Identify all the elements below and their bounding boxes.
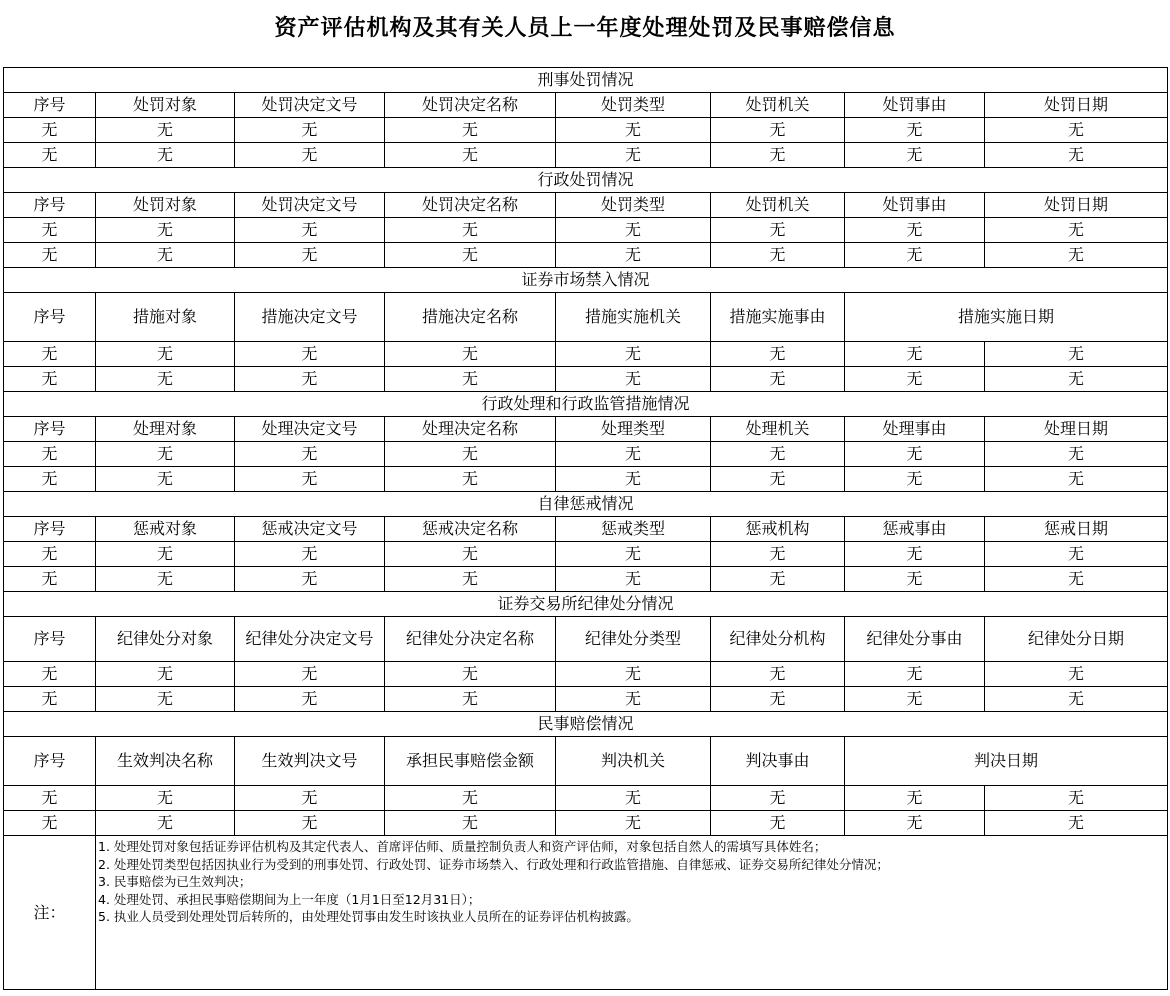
table-cell: 无: [385, 542, 556, 567]
column-header: 生效判决文号: [235, 737, 385, 786]
table-cell: 无: [4, 118, 96, 143]
table-row: [4, 243, 1168, 268]
table-cell: 无: [96, 542, 235, 567]
table-cell: 无: [556, 442, 711, 467]
table-cell: 无: [985, 467, 1168, 492]
section-title: 民事赔偿情况: [4, 712, 1168, 737]
column-header: 处罚对象: [96, 93, 235, 118]
column-header: 处理日期: [985, 417, 1168, 442]
column-header: 判决日期: [845, 737, 1168, 786]
table-cell: 无: [711, 442, 845, 467]
column-header: 纪律处分机构: [711, 617, 845, 662]
table-cell: 无: [985, 118, 1168, 143]
table-cell: 无: [985, 687, 1168, 712]
table-cell: 无: [711, 118, 845, 143]
table-cell: 无: [96, 342, 235, 367]
table-cell: 无: [96, 143, 235, 168]
table-cell: 无: [235, 143, 385, 168]
table-cell: 无: [556, 786, 711, 811]
column-header: 处罚日期: [985, 193, 1168, 218]
table-cell: 无: [385, 567, 556, 592]
column-header: 序号: [4, 737, 96, 786]
table-cell: 无: [711, 243, 845, 268]
note-line: 3. 民事赔偿为已生效判决；: [98, 874, 252, 889]
column-header: 惩戒日期: [985, 517, 1168, 542]
table-cell: 无: [556, 143, 711, 168]
section-title-row: [4, 712, 1168, 737]
section-title: 行政处理和行政监管措施情况: [4, 392, 1168, 417]
table-cell: 无: [96, 786, 235, 811]
column-header: 处理决定文号: [235, 417, 385, 442]
table-row: [4, 687, 1168, 712]
table-cell: 无: [985, 342, 1168, 367]
table-cell: 无: [96, 662, 235, 687]
table-cell: 无: [845, 786, 985, 811]
header-row: [4, 617, 1168, 662]
table-cell: 无: [711, 811, 845, 836]
table-row: [4, 342, 1168, 367]
table-cell: 无: [385, 367, 556, 392]
table-cell: 无: [4, 243, 96, 268]
column-header: 处罚决定名称: [385, 193, 556, 218]
table-cell: 无: [711, 662, 845, 687]
table-cell: 无: [4, 143, 96, 168]
table-cell: 无: [845, 143, 985, 168]
column-header: 措施对象: [96, 293, 235, 342]
table-cell: 无: [235, 786, 385, 811]
header-row: [4, 517, 1168, 542]
table-cell: 无: [711, 687, 845, 712]
column-header: 惩戒决定名称: [385, 517, 556, 542]
column-header: 序号: [4, 93, 96, 118]
table-cell: 无: [235, 367, 385, 392]
table-cell: 无: [845, 567, 985, 592]
column-header: 措施实施事由: [711, 293, 845, 342]
column-header: 惩戒事由: [845, 517, 985, 542]
note-line: 5. 执业人员受到处理处罚后转所的，由处理处罚事由发生时该执业人员所在的证券评估机构披露。: [98, 909, 639, 924]
table-cell: 无: [385, 342, 556, 367]
table-cell: 无: [4, 567, 96, 592]
column-header: 处罚类型: [556, 93, 711, 118]
table-row: [4, 118, 1168, 143]
table-row: [4, 442, 1168, 467]
table-cell: 无: [711, 143, 845, 168]
column-header: 纪律处分类型: [556, 617, 711, 662]
table-cell: 无: [385, 662, 556, 687]
table-cell: 无: [845, 811, 985, 836]
table-cell: 无: [96, 243, 235, 268]
table-row: [4, 786, 1168, 811]
table-cell: 无: [711, 786, 845, 811]
table-cell: 无: [4, 442, 96, 467]
table-row: [4, 811, 1168, 836]
table-cell: 无: [985, 218, 1168, 243]
section-title-row: [4, 492, 1168, 517]
table-row: [4, 542, 1168, 567]
section-title-row: [4, 392, 1168, 417]
table-cell: 无: [556, 243, 711, 268]
table-cell: 无: [556, 542, 711, 567]
table-row: [4, 143, 1168, 168]
table-cell: 无: [711, 542, 845, 567]
table-cell: 无: [845, 542, 985, 567]
table-cell: 无: [235, 118, 385, 143]
section-title: 证券交易所纪律处分情况: [4, 592, 1168, 617]
column-header: 处理事由: [845, 417, 985, 442]
table-cell: 无: [96, 567, 235, 592]
column-header: 序号: [4, 517, 96, 542]
table-cell: 无: [711, 342, 845, 367]
column-header: 处罚事由: [845, 193, 985, 218]
table-cell: 无: [96, 811, 235, 836]
table-cell: 无: [985, 367, 1168, 392]
notes-label: 注：: [4, 836, 96, 990]
column-header: 纪律处分决定文号: [235, 617, 385, 662]
table-cell: 无: [4, 467, 96, 492]
column-header: 生效判决名称: [96, 737, 235, 786]
table-cell: 无: [556, 118, 711, 143]
column-header: 处理决定名称: [385, 417, 556, 442]
column-header: 纪律处分日期: [985, 617, 1168, 662]
table-cell: 无: [845, 687, 985, 712]
column-header: 序号: [4, 193, 96, 218]
table-cell: 无: [556, 218, 711, 243]
table-cell: 无: [4, 367, 96, 392]
table-cell: 无: [845, 118, 985, 143]
table-row: [4, 218, 1168, 243]
column-header: 措施实施日期: [845, 293, 1168, 342]
header-row: [4, 417, 1168, 442]
table-cell: 无: [235, 567, 385, 592]
column-header: 处罚对象: [96, 193, 235, 218]
table-row: [4, 467, 1168, 492]
column-header: 处理对象: [96, 417, 235, 442]
table-cell: 无: [235, 442, 385, 467]
column-header: 处罚决定文号: [235, 93, 385, 118]
column-header: 处罚日期: [985, 93, 1168, 118]
section-title: 证券市场禁入情况: [4, 268, 1168, 293]
column-header: 处罚决定名称: [385, 93, 556, 118]
table-cell: 无: [96, 442, 235, 467]
table-row: [4, 367, 1168, 392]
column-header: 处罚机关: [711, 193, 845, 218]
table-cell: 无: [96, 467, 235, 492]
column-header: 惩戒类型: [556, 517, 711, 542]
column-header: 措施实施机关: [556, 293, 711, 342]
table-cell: 无: [845, 218, 985, 243]
table-cell: 无: [845, 662, 985, 687]
table-cell: 无: [556, 662, 711, 687]
column-header: 惩戒机构: [711, 517, 845, 542]
table-cell: 无: [235, 662, 385, 687]
column-header: 处罚事由: [845, 93, 985, 118]
table-cell: 无: [845, 467, 985, 492]
table-cell: 无: [985, 811, 1168, 836]
table-cell: 无: [4, 811, 96, 836]
table-cell: 无: [711, 567, 845, 592]
table-cell: 无: [385, 118, 556, 143]
table-cell: 无: [985, 786, 1168, 811]
table-cell: 无: [96, 367, 235, 392]
table-cell: 无: [235, 342, 385, 367]
column-header: 处理机关: [711, 417, 845, 442]
table-cell: 无: [385, 143, 556, 168]
table-cell: 无: [385, 218, 556, 243]
header-row: [4, 737, 1168, 786]
table-cell: 无: [96, 218, 235, 243]
table-cell: 无: [985, 243, 1168, 268]
table-cell: 无: [385, 811, 556, 836]
table-cell: 无: [845, 442, 985, 467]
table-row: [4, 567, 1168, 592]
table-cell: 无: [4, 542, 96, 567]
table-cell: 无: [4, 662, 96, 687]
column-header: 措施决定名称: [385, 293, 556, 342]
table-cell: 无: [235, 243, 385, 268]
header-row: [4, 93, 1168, 118]
disclosure-table: [3, 67, 1168, 990]
table-cell: 无: [4, 218, 96, 243]
table-cell: 无: [385, 442, 556, 467]
column-header: 序号: [4, 293, 96, 342]
table-cell: 无: [845, 367, 985, 392]
table-cell: 无: [556, 342, 711, 367]
column-header: 惩戒决定文号: [235, 517, 385, 542]
column-header: 纪律处分决定名称: [385, 617, 556, 662]
table-cell: 无: [4, 786, 96, 811]
notes-content: [96, 836, 1168, 990]
table-cell: 无: [985, 567, 1168, 592]
table-cell: 无: [556, 467, 711, 492]
note-line: 4. 处理处罚、承担民事赔偿期间为上一年度（1月1日至12月31日）；: [98, 891, 481, 907]
table-cell: 无: [985, 542, 1168, 567]
section-title-row: [4, 592, 1168, 617]
column-header: 序号: [4, 417, 96, 442]
table-cell: 无: [711, 367, 845, 392]
table-cell: 无: [235, 467, 385, 492]
table-row: [4, 662, 1168, 687]
table-cell: 无: [985, 143, 1168, 168]
table-cell: 无: [235, 687, 385, 712]
table-cell: 无: [385, 467, 556, 492]
table-cell: 无: [4, 342, 96, 367]
table-cell: 无: [985, 662, 1168, 687]
table-cell: 无: [985, 442, 1168, 467]
table-cell: 无: [556, 567, 711, 592]
table-cell: 无: [235, 542, 385, 567]
column-header: 纪律处分事由: [845, 617, 985, 662]
table-cell: 无: [235, 218, 385, 243]
header-row: [4, 193, 1168, 218]
table-cell: 无: [385, 687, 556, 712]
section-title: 刑事处罚情况: [4, 68, 1168, 93]
table-cell: 无: [711, 218, 845, 243]
section-title-row: [4, 268, 1168, 293]
section-title-row: [4, 68, 1168, 93]
column-header: 纪律处分对象: [96, 617, 235, 662]
table-cell: 无: [385, 786, 556, 811]
column-header: 惩戒对象: [96, 517, 235, 542]
header-row: [4, 293, 1168, 342]
table-cell: 无: [556, 367, 711, 392]
table-cell: 无: [4, 687, 96, 712]
table-cell: 无: [556, 687, 711, 712]
column-header: 措施决定文号: [235, 293, 385, 342]
section-title: 行政处罚情况: [4, 168, 1168, 193]
table-cell: 无: [845, 243, 985, 268]
table-cell: 无: [556, 811, 711, 836]
table-cell: 无: [235, 811, 385, 836]
note-line: 1. 处理处罚对象包括证券评估机构及其定代表人、首席评估师、质量控制负责人和资产评估师，对象包括自然人的需填写具体姓名；: [98, 839, 827, 854]
column-header: 承担民事赔偿金额: [385, 737, 556, 786]
column-header: 处罚类型: [556, 193, 711, 218]
table-cell: 无: [385, 243, 556, 268]
column-header: 序号: [4, 617, 96, 662]
column-header: 判决事由: [711, 737, 845, 786]
column-header: 处理类型: [556, 417, 711, 442]
column-header: 处罚决定文号: [235, 193, 385, 218]
section-title: 自律惩戒情况: [4, 492, 1168, 517]
notes-row: [4, 836, 1168, 990]
column-header: 判决机关: [556, 737, 711, 786]
column-header: 处罚机关: [711, 93, 845, 118]
section-title-row: [4, 168, 1168, 193]
table-cell: 无: [711, 467, 845, 492]
table-cell: 无: [96, 118, 235, 143]
table-cell: 无: [845, 342, 985, 367]
note-line: 2. 处理处罚类型包括因执业行为受到的刑事处罚、行政处罚、证券市场禁入、行政处理和行政监管措施、自律惩戒、证券交易所纪律处分情况；: [98, 856, 889, 872]
table-cell: 无: [96, 687, 235, 712]
page-title: 资产评估机构及其有关人员上一年度处理处罚及民事赔偿信息: [274, 16, 896, 41]
